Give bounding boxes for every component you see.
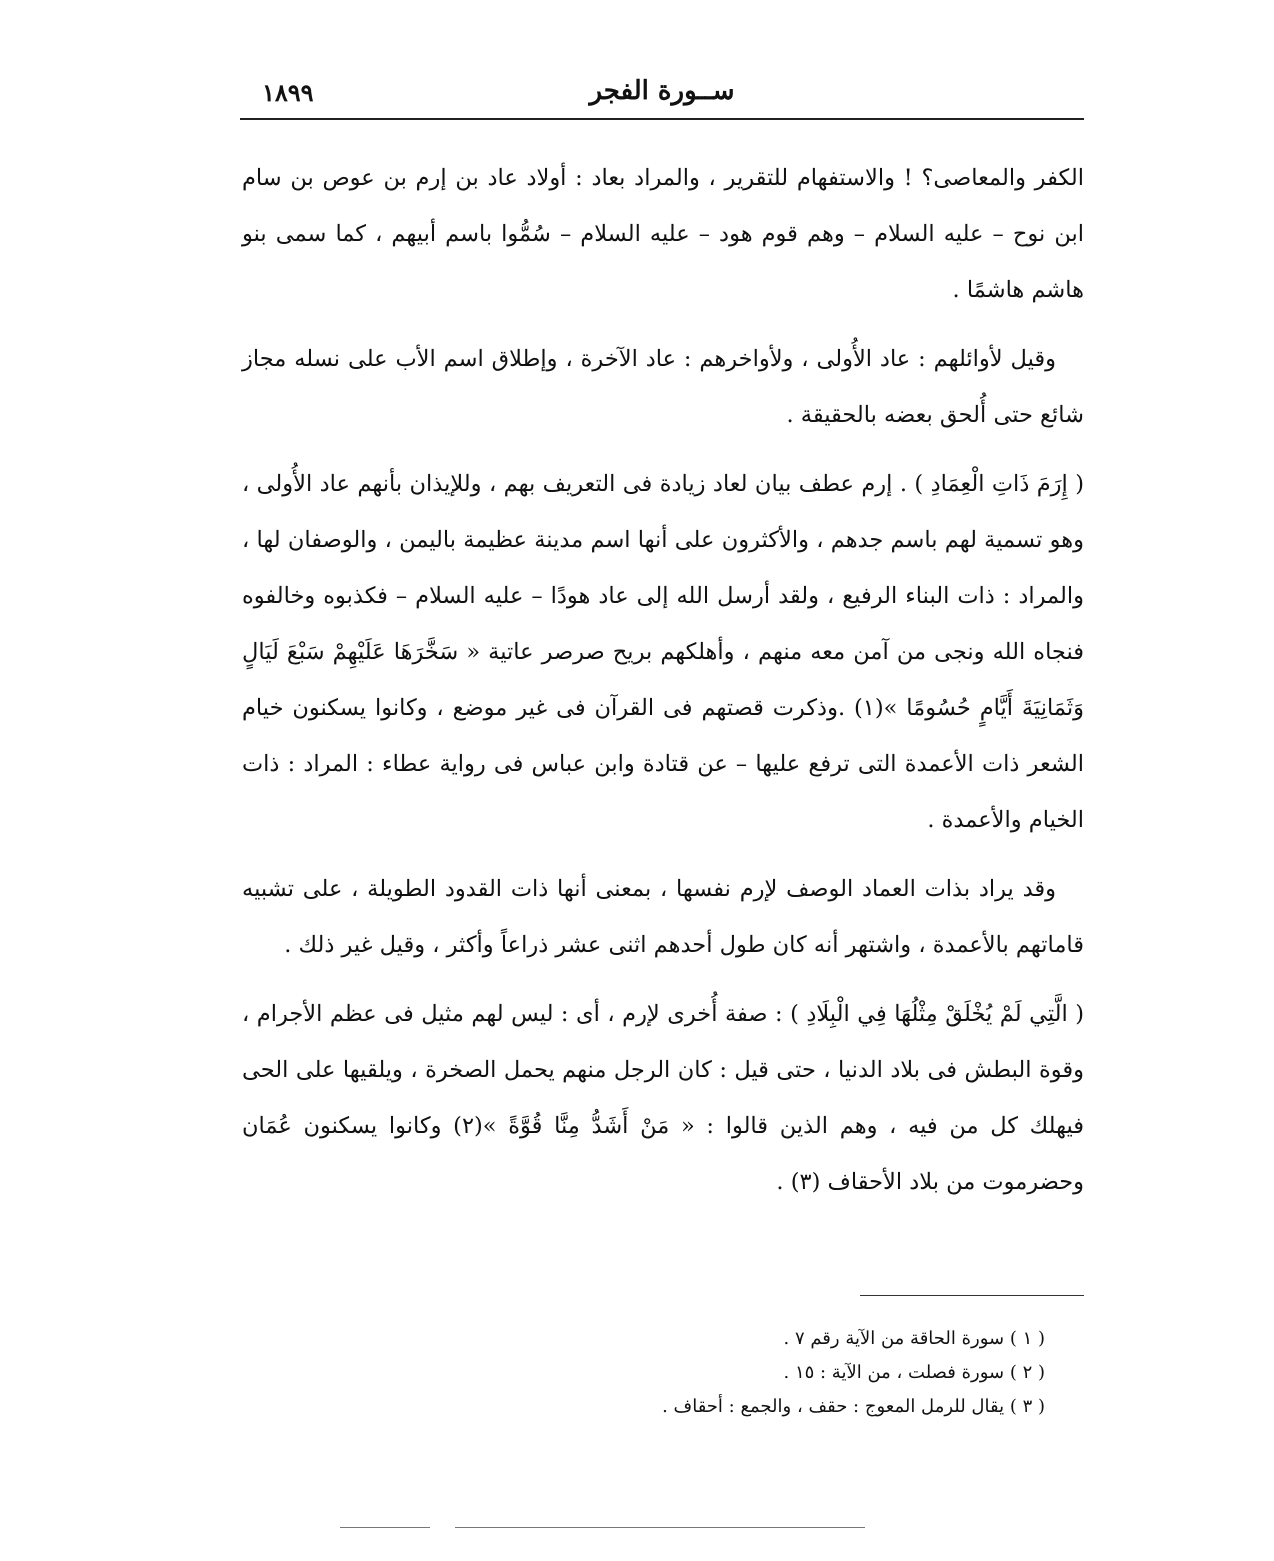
paragraph-4: وقد يراد بذات العماد الوصف لإرم نفسها ، بمعنى أنها ذات القدود الطويلة ، على تشبيه قاماتهم بالأعمدة ، واشتهر أنه كان طول أحدهم اثنى عشر ذراعاً وأكثر ، وقيل غير ذلك . [242,876,1084,958]
paragraph-2: وقيل لأوائلهم : عاد الأُولى ، ولأواخرهم : عاد الآخرة ، وإطلاق اسم الأب على نسله مجاز شائع حتى أُلحق بعضه بالحقيقة . [242,346,1084,428]
footnote-1: ( ١ ) سورة الحاقة من الآية رقم ٧ . [783,1328,1045,1349]
paragraph-5: ( الَّتِي لَمْ يُخْلَقْ مِثْلُهَا فِي الْبِلَادِ ) : صفة أُخرى لإرم ، أى : ليس لهم مثيل فى عظم الأجرام ، وقوة البطش فى بلاد الدنيا ، حتى قيل : كان الرجل منهم يحمل الصخرة ، ويلقيها على الحى فيهلك كل من فيه ، وهم الذين قالوا : « مَنْ أَشَدُّ مِنَّا قُوَّةً »(٢) وكانوا يسكنون عُمَان وحضرموت من بلاد الأحقاف (٣) . [242,1001,1085,1195]
surah-title: ســورة الفجر [589,76,735,106]
paragraph-3: ( إِرَمَ ذَاتِ الْعِمَادِ ) . إرم عطف بيان لعاد زيادة فى التعريف بهم ، وللإيذان بأنهم عاد الأُولى ، وهو تسمية لهم باسم جدهم ، والأكثرون على أنها اسم مدينة عظيمة باليمن ، والوصفان لها ، والمراد : ذات البناء الرفيع ، ولقد أرسل الله إلى عاد هودًا – عليه السلام – فكذبوه وخالفوه فنجاه الله ونجى من آمن معه منهم ، وأهلكهم بريح صرصر عاتية « سَخَّرَهَا عَلَيْهِمْ سَبْعَ لَيَالٍ وَثَمَانِيَةَ أَيَّامٍ حُسُومًا »(١) .وذكرت قصتهم فى القرآن فى غير موضع ، وكانوا يسكنون خيام الشعر ذات الأعمدة التى ترفع عليها – عن قتادة وابن عباس فى رواية عطاء : المراد : ذات الخيام والأعمدة . [242,471,1084,833]
header-divider [240,118,1084,120]
footnote-3: ( ٣ ) يقال للرمل المعوج : حقف ، والجمع : أحقاف . [662,1396,1045,1417]
page-number: ١٨٩٩ [262,78,314,107]
footnote-2: ( ٢ ) سورة فصلت ، من الآية : ١٥ . [783,1362,1045,1383]
page-header [240,72,1084,112]
paragraph-1: الكفر والمعاصى؟ ! والاستفهام للتقرير ، والمراد بعاد : أولاد عاد بن إرم بن عوص بن سام ابن نوح – عليه السلام – وهم قوم هود – عليه السلام – سُمُّوا باسم أبيهم ، كما سمى بنو هاشم هاشمًا . [242,165,1084,303]
main-text [242,150,1084,1223]
footnote-divider [860,1295,1084,1296]
bottom-scan-line-right [455,1527,865,1528]
bottom-scan-line-left [340,1527,430,1528]
footnotes [560,1322,1045,1424]
